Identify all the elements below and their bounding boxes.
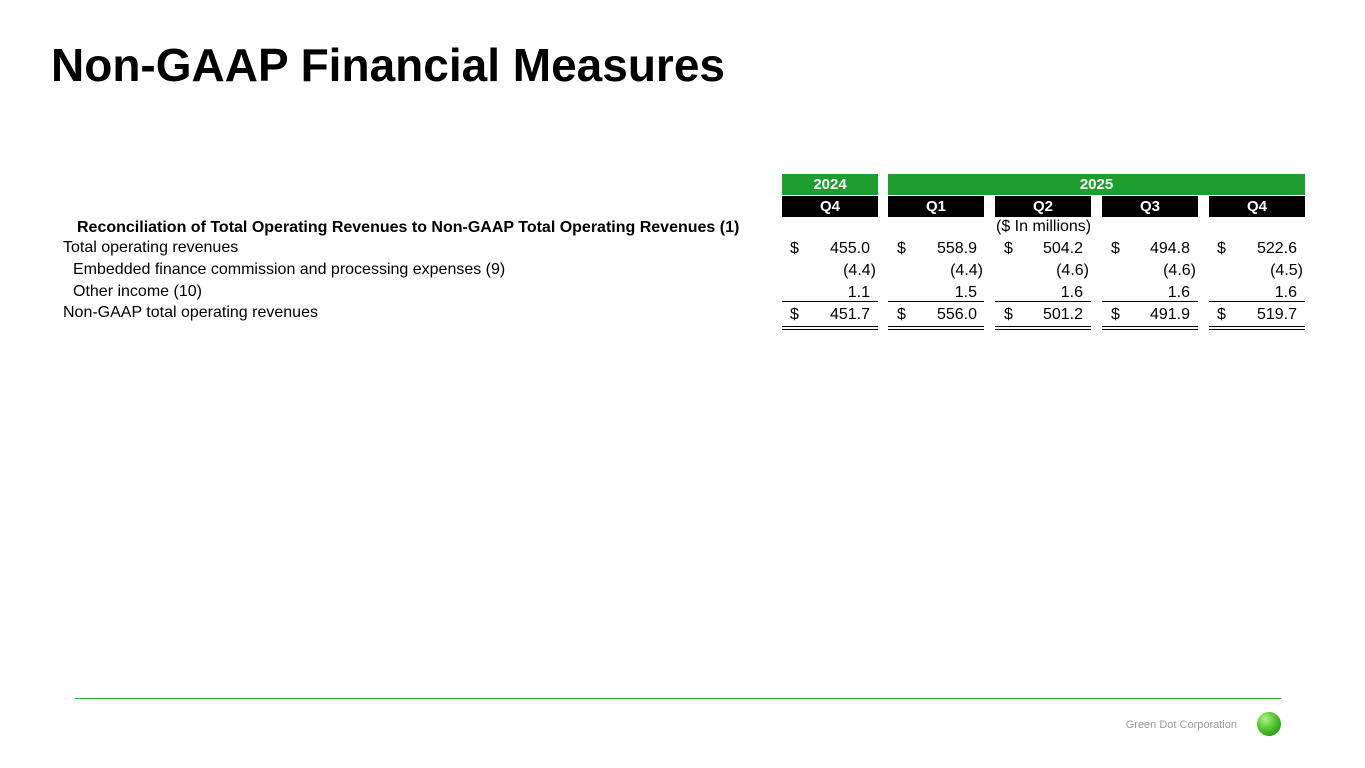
table-cell: 1.6 [1167,284,1190,301]
currency-symbol: $ [790,306,799,323]
subtotal-rule [782,301,878,302]
total-double-rule-top [1209,326,1305,327]
currency-symbol: $ [1004,306,1013,323]
units-note: ($ In millions) [996,218,1092,235]
quarter-header-q4-2024: Q4 [782,196,878,217]
total-double-rule-top [1102,326,1198,327]
currency-symbol: $ [790,240,799,257]
subtotal-rule [1209,301,1305,302]
table-cell: (4.6) [1056,262,1089,279]
currency-symbol: $ [1217,306,1226,323]
year-header-2025: 2025 [888,174,1305,195]
footer-company-name: Green Dot Corporation [1125,719,1237,731]
row-label-embedded-finance: Embedded finance commission and processing expenses (9) [73,261,506,278]
table-cell: 455.0 [829,240,870,257]
footer-divider [75,698,1281,699]
table-cell: 556.0 [936,306,977,323]
table-cell: 504.2 [1042,240,1083,257]
total-double-rule-bottom [1209,329,1305,330]
section-title: Reconciliation of Total Operating Revenues to Non-GAAP Total Operating Revenues (1) [77,219,740,236]
row-label-non-gaap-total: Non-GAAP total operating revenues [63,304,318,321]
total-double-rule-bottom [995,329,1091,330]
currency-symbol: $ [1111,240,1120,257]
total-double-rule-bottom [888,329,984,330]
currency-symbol: $ [1111,306,1120,323]
currency-symbol: $ [897,306,906,323]
total-double-rule-top [782,326,878,327]
currency-symbol: $ [897,240,906,257]
table-cell: 1.1 [847,284,870,301]
total-double-rule-bottom [782,329,878,330]
subtotal-rule [995,301,1091,302]
table-cell: (4.6) [1163,262,1196,279]
row-label-total-operating-revenues: Total operating revenues [63,239,239,256]
table-cell: 501.2 [1042,306,1083,323]
page-title: Non-GAAP Financial Measures [51,39,725,91]
table-cell: 558.9 [936,240,977,257]
table-cell: (4.5) [1270,262,1303,279]
currency-symbol: $ [1217,240,1226,257]
quarter-header-q1-2025: Q1 [888,196,984,217]
table-cell: 1.5 [954,284,977,301]
green-dot-logo-icon [1257,712,1281,736]
quarter-header-q2-2025: Q2 [995,196,1091,217]
subtotal-rule [1102,301,1198,302]
year-header-2024: 2024 [782,174,878,195]
quarter-header-q4-2025: Q4 [1209,196,1305,217]
quarter-header-q3-2025: Q3 [1102,196,1198,217]
table-cell: 1.6 [1060,284,1083,301]
table-cell: 494.8 [1149,240,1190,257]
table-cell: (4.4) [950,262,983,279]
currency-symbol: $ [1004,240,1013,257]
total-double-rule-top [995,326,1091,327]
table-cell: 522.6 [1256,240,1297,257]
table-cell: 519.7 [1256,306,1297,323]
table-cell: 491.9 [1149,306,1190,323]
total-double-rule-top [888,326,984,327]
table-cell: 1.6 [1274,284,1297,301]
total-double-rule-bottom [1102,329,1198,330]
table-cell: 451.7 [829,306,870,323]
table-cell: (4.4) [843,262,876,279]
subtotal-rule [888,301,984,302]
row-label-other-income: Other income (10) [73,283,202,300]
